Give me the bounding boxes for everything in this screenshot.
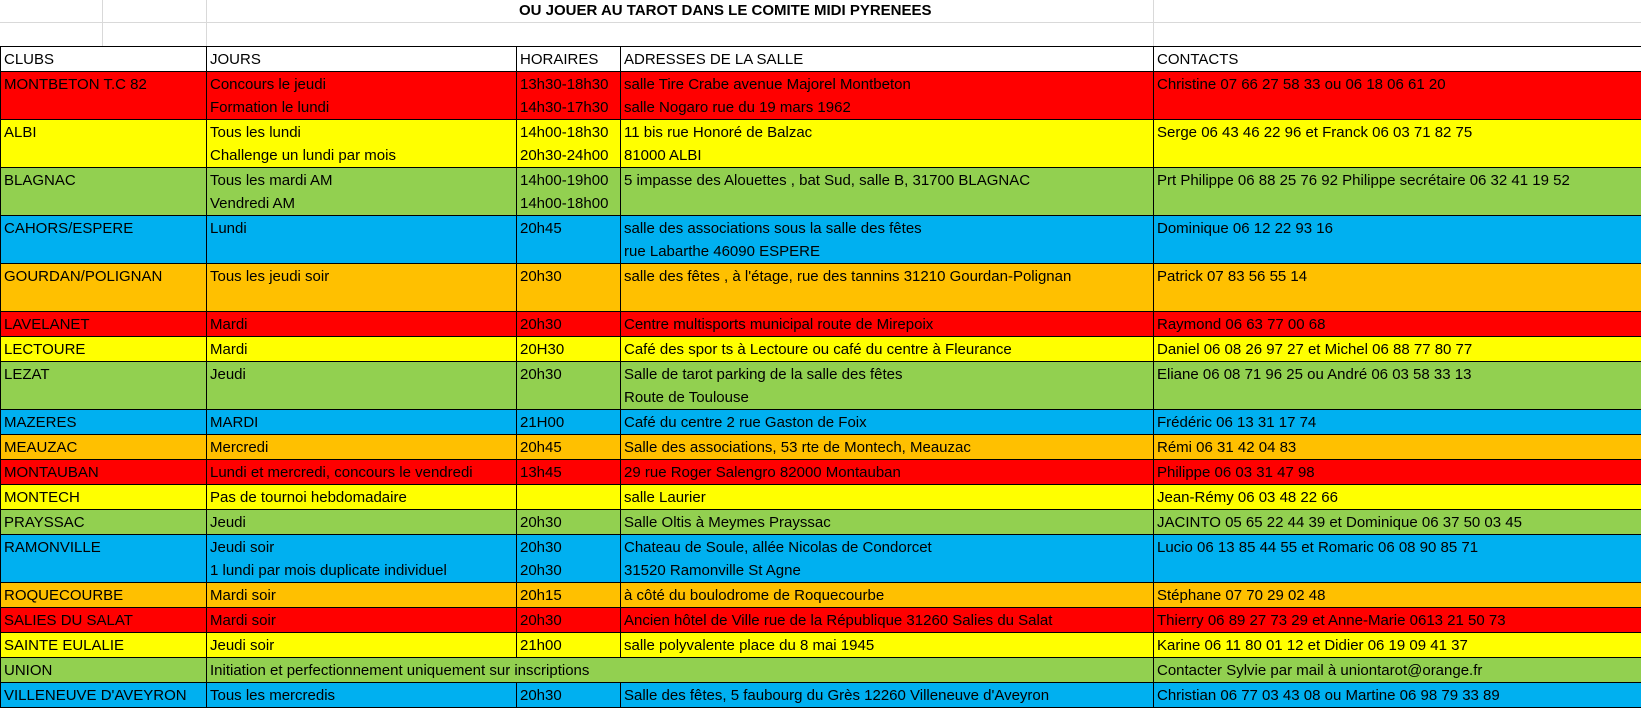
cell-contacts-line: Thierry 06 89 27 73 29 et Anne-Marie 0613 21 50 73 [1157,612,1506,629]
cell-adresses-line: Chateau de Soule, allée Nicolas de Condorcet [624,539,932,556]
cell-club [1,435,207,460]
table-row [1,72,1641,120]
cell-club [1,362,207,410]
club-name: LEZAT [4,366,50,383]
cell-horaires-line: 14h00-19h00 [520,172,609,189]
club-name: SAINTE EULALIE [4,637,125,654]
club-name: SALIES DU SALAT [4,612,133,629]
header-clubs: CLUBS [1,47,207,72]
cell-contacts [1154,633,1641,658]
cell-horaires-line: 20h30 [520,687,562,704]
cell-jours-line: Jeudi [210,514,246,531]
table-row [1,583,1641,608]
cell-horaires [517,485,621,510]
cell-adresses [621,72,1154,120]
cell-horaires [517,510,621,535]
cell-horaires-line: 14h30-17h30 [520,99,609,116]
cell-club [1,658,207,683]
cell-horaires-line: 20h30 [520,562,562,579]
cell-horaires [517,633,621,658]
cell-horaires [517,264,621,312]
cell-contacts [1154,264,1641,312]
cell-contacts [1154,535,1641,583]
cell-club [1,608,207,633]
cell-horaires [517,72,621,120]
cell-club [1,312,207,337]
cell-jours [207,658,1154,683]
club-name: MONTECH [4,489,80,506]
cell-jours-line: Initiation et perfectionnement uniquement sur inscriptions [210,662,590,679]
header-jours: JOURS [207,47,517,72]
table-row [1,658,1641,683]
cell-contacts [1154,120,1641,168]
cell-jours [207,608,517,633]
cell-contacts [1154,435,1641,460]
cell-horaires [517,608,621,633]
cell-club [1,535,207,583]
cell-adresses-line: 5 impasse des Alouettes , bat Sud, salle B, 31700 BLAGNAC [624,172,1031,189]
club-name: MONTBETON T.C 82 [4,76,147,93]
cell-horaires-line: 20h30 [520,539,562,556]
cell-club [1,460,207,485]
cell-horaires-line: 20h45 [520,220,562,237]
cell-club [1,72,207,120]
cell-horaires-line: 20h30 [520,316,562,333]
gridline [102,0,103,47]
cell-contacts-line: Patrick 07 83 56 55 14 [1157,268,1308,285]
cell-jours-line: MARDI [210,414,259,431]
cell-contacts-line: Karine 06 11 80 01 12 et Didier 06 19 09 41 37 [1157,637,1468,654]
gridline [0,22,1641,23]
cell-adresses [621,435,1154,460]
gridline [206,0,207,47]
cell-jours-line: Tous les mercredis [210,687,336,704]
table-row [1,120,1641,168]
table-row [1,312,1641,337]
cell-jours-line: Mercredi [210,439,269,456]
cell-contacts-line: Jean-Rémy 06 03 48 22 66 [1157,489,1338,506]
cell-adresses-line: salle des fêtes , à l'étage, rue des tannins 31210 Gourdan-Polignan [624,268,1072,285]
cell-contacts-line: Prt Philippe 06 88 25 76 92 Philippe secrétaire 06 32 41 19 52 [1157,172,1570,189]
cell-jours-line: Mardi soir [210,612,276,629]
cell-jours [207,535,517,583]
cell-jours [207,216,517,264]
cell-jours-line: Lundi [210,220,247,237]
cell-club [1,485,207,510]
table-row [1,168,1641,216]
cell-contacts-line: Lucio 06 13 85 44 55 et Romaric 06 08 90 85 71 [1157,539,1479,556]
cell-contacts-line: Philippe 06 03 31 47 98 [1157,464,1315,481]
club-name: MAZERES [4,414,77,431]
club-name: LAVELANET [4,316,90,333]
cell-horaires [517,683,621,708]
cell-jours-line: Vendredi AM [210,195,296,212]
cell-contacts-line: Daniel 06 08 26 97 27 et Michel 06 88 77 80 77 [1157,341,1473,358]
club-name: RAMONVILLE [4,539,101,556]
club-name: ROQUECOURBE [4,587,124,604]
header-horaires: HORAIRES [517,47,621,72]
cell-jours-line: 1 lundi par mois duplicate individuel [210,562,447,579]
page-title: OU JOUER AU TAROT DANS LE COMITE MIDI PYRENEES [519,2,932,19]
cell-adresses [621,410,1154,435]
cell-adresses [621,510,1154,535]
cell-horaires-line: 20h45 [520,439,562,456]
cell-jours-line: Tous les jeudi soir [210,268,330,285]
cell-adresses-line: Café des spor ts à Lectoure ou café du centre à Fleurance [624,341,1012,358]
cell-jours [207,120,517,168]
table-row [1,510,1641,535]
cell-contacts [1154,683,1641,708]
cell-adresses [621,120,1154,168]
cell-jours-line: Formation le lundi [210,99,330,116]
cell-horaires [517,535,621,583]
cell-contacts [1154,658,1641,683]
cell-jours [207,264,517,312]
cell-club [1,264,207,312]
table-row [1,535,1641,583]
cell-contacts-line: Dominique 06 12 22 93 16 [1157,220,1333,237]
cell-horaires-line: 21h00 [520,637,562,654]
cell-jours-line: Tous les lundi [210,124,301,141]
cell-adresses [621,460,1154,485]
cell-adresses-line: Salle des associations, 53 rte de Montech, Meauzac [624,439,971,456]
cell-jours-line: Lundi et mercredi, concours le vendredi [210,464,473,481]
cell-horaires-line: 20h15 [520,587,562,604]
cell-adresses-line: rue Labarthe 46090 ESPERE [624,243,820,260]
cell-contacts-line: JACINTO 05 65 22 44 39 et Dominique 06 37 50 03 45 [1157,514,1522,531]
cell-adresses-line: salle Nogaro rue du 19 mars 1962 [624,99,851,116]
cell-adresses [621,362,1154,410]
table-row [1,683,1641,708]
club-name: PRAYSSAC [4,514,85,531]
table-row [1,410,1641,435]
cell-jours-line: Tous les mardi AM [210,172,333,189]
cell-adresses-line: Centre multisports municipal route de Mirepoix [624,316,934,333]
cell-contacts [1154,410,1641,435]
cell-jours-line: Mardi [210,316,248,333]
table-row [1,362,1641,410]
table-row [1,337,1641,362]
cell-jours-line: Challenge un lundi par mois [210,147,396,164]
cell-horaires-line: 13h30-18h30 [520,76,609,93]
cell-adresses-line: 31520 Ramonville St Agne [624,562,801,579]
cell-adresses-line: salle Laurier [624,489,706,506]
cell-horaires [517,168,621,216]
cell-contacts-line: Christian 06 77 03 43 08 ou Martine 06 98 79 33 89 [1157,687,1500,704]
cell-jours-line: Jeudi [210,366,246,383]
cell-jours [207,337,517,362]
cell-contacts [1154,216,1641,264]
cell-club [1,510,207,535]
cell-club [1,633,207,658]
cell-adresses-line: Route de Toulouse [624,389,749,406]
cell-jours-line: Jeudi soir [210,637,275,654]
club-name: ALBI [4,124,37,141]
cell-contacts-line: Serge 06 43 46 22 96 et Franck 06 03 71 82 75 [1157,124,1473,141]
cell-jours-line: Mardi soir [210,587,276,604]
cell-horaires-line: 20h30 [520,514,562,531]
cell-jours [207,410,517,435]
club-name: LECTOURE [4,341,86,358]
cell-adresses-line: 11 bis rue Honoré de Balzac [624,124,813,141]
cell-adresses [621,264,1154,312]
cell-horaires-line: 21H00 [520,414,565,431]
cell-jours [207,168,517,216]
cell-horaires [517,216,621,264]
cell-horaires-line: 20h30-24h00 [520,147,609,164]
cell-horaires-line: 13h45 [520,464,562,481]
cell-horaires [517,435,621,460]
cell-jours-line: Pas de tournoi hebdomadaire [210,489,407,506]
cell-jours-line: Mardi [210,341,248,358]
cell-jours-line: Jeudi soir [210,539,275,556]
title-area [0,0,1641,47]
cell-adresses [621,168,1154,216]
cell-horaires-line: 20h30 [520,268,562,285]
cell-adresses [621,535,1154,583]
table-row [1,633,1641,658]
club-name: BLAGNAC [4,172,76,189]
cell-jours [207,72,517,120]
cell-contacts [1154,460,1641,485]
cell-contacts-line: Contacter Sylvie par mail à uniontarot@orange.fr [1157,662,1483,679]
club-name: CAHORS/ESPERE [4,220,134,237]
cell-adresses-line: salle des associations sous la salle des fêtes [624,220,922,237]
cell-horaires [517,337,621,362]
cell-adresses [621,608,1154,633]
cell-club [1,216,207,264]
cell-adresses [621,312,1154,337]
cell-horaires [517,460,621,485]
cell-jours [207,633,517,658]
cell-jours [207,583,517,608]
cell-contacts [1154,583,1641,608]
cell-horaires [517,312,621,337]
cell-contacts [1154,485,1641,510]
club-name: MEAUZAC [4,439,78,456]
cell-contacts-line: Raymond 06 63 77 00 68 [1157,316,1326,333]
cell-jours [207,312,517,337]
cell-jours [207,683,517,708]
table-row [1,216,1641,264]
header-adresses: ADRESSES DE LA SALLE [621,47,1154,72]
cell-horaires-line: 20h30 [520,366,562,383]
cell-adresses [621,337,1154,362]
cell-horaires-line: 20h30 [520,612,562,629]
cell-club [1,337,207,362]
header-row [1,47,1641,72]
table-row [1,485,1641,510]
cell-adresses-line: 29 rue Roger Salengro 82000 Montauban [624,464,901,481]
cell-horaires-line: 20H30 [520,341,565,358]
cell-club [1,410,207,435]
cell-contacts-line: Frédéric 06 13 31 17 74 [1157,414,1317,431]
cell-contacts-line: Christine 07 66 27 58 33 ou 06 18 06 61 20 [1157,76,1446,93]
cell-club [1,120,207,168]
cell-horaires [517,583,621,608]
cell-adresses-line: salle polyvalente place du 8 mai 1945 [624,637,875,654]
cell-adresses [621,485,1154,510]
cell-horaires-line: 14h00-18h00 [520,195,609,212]
clubs-table [0,46,1641,708]
gridline [1153,0,1154,47]
club-name: GOURDAN/POLIGNAN [4,268,163,285]
club-name: VILLENEUVE D'AVEYRON [4,687,187,704]
header-contacts: CONTACTS [1154,47,1641,72]
table-row [1,435,1641,460]
cell-contacts [1154,510,1641,535]
cell-adresses-line: à côté du boulodrome de Roquecourbe [624,587,885,604]
cell-adresses-line: Salle de tarot parking de la salle des fêtes [624,366,903,383]
cell-contacts [1154,312,1641,337]
cell-contacts [1154,608,1641,633]
cell-jours [207,435,517,460]
cell-horaires-line: 14h00-18h30 [520,124,609,141]
cell-adresses-line: Salle Oltis à Meymes Prayssac [624,514,831,531]
cell-horaires [517,120,621,168]
cell-contacts [1154,337,1641,362]
table-row [1,460,1641,485]
cell-jours [207,362,517,410]
cell-contacts [1154,72,1641,120]
cell-adresses [621,216,1154,264]
cell-adresses-line: salle Tire Crabe avenue Majorel Montbeton [624,76,911,93]
cell-jours [207,460,517,485]
cell-adresses-line: Salle des fêtes, 5 faubourg du Grès 12260 Villeneuve d'Aveyron [624,687,1050,704]
club-name: UNION [4,662,53,679]
cell-adresses [621,583,1154,608]
club-name: MONTAUBAN [4,464,99,481]
cell-club [1,683,207,708]
cell-contacts-line: Stéphane 07 70 29 02 48 [1157,587,1326,604]
cell-adresses [621,633,1154,658]
cell-contacts-line: Eliane 06 08 71 96 25 ou André 06 03 58 33 13 [1157,366,1472,383]
cell-adresses-line: Ancien hôtel de Ville rue de la République 31260 Salies du Salat [624,612,1053,629]
cell-club [1,168,207,216]
cell-horaires [517,362,621,410]
cell-adresses-line: Café du centre 2 rue Gaston de Foix [624,414,867,431]
cell-contacts [1154,168,1641,216]
cell-adresses [621,683,1154,708]
cell-adresses-line: 81000 ALBI [624,147,702,164]
cell-horaires [517,410,621,435]
cell-contacts [1154,362,1641,410]
cell-contacts-line: Rémi 06 31 42 04 83 [1157,439,1297,456]
cell-jours [207,485,517,510]
table-row [1,608,1641,633]
cell-jours-line: Concours le jeudi [210,76,326,93]
cell-jours [207,510,517,535]
cell-club [1,583,207,608]
table-row [1,264,1641,312]
